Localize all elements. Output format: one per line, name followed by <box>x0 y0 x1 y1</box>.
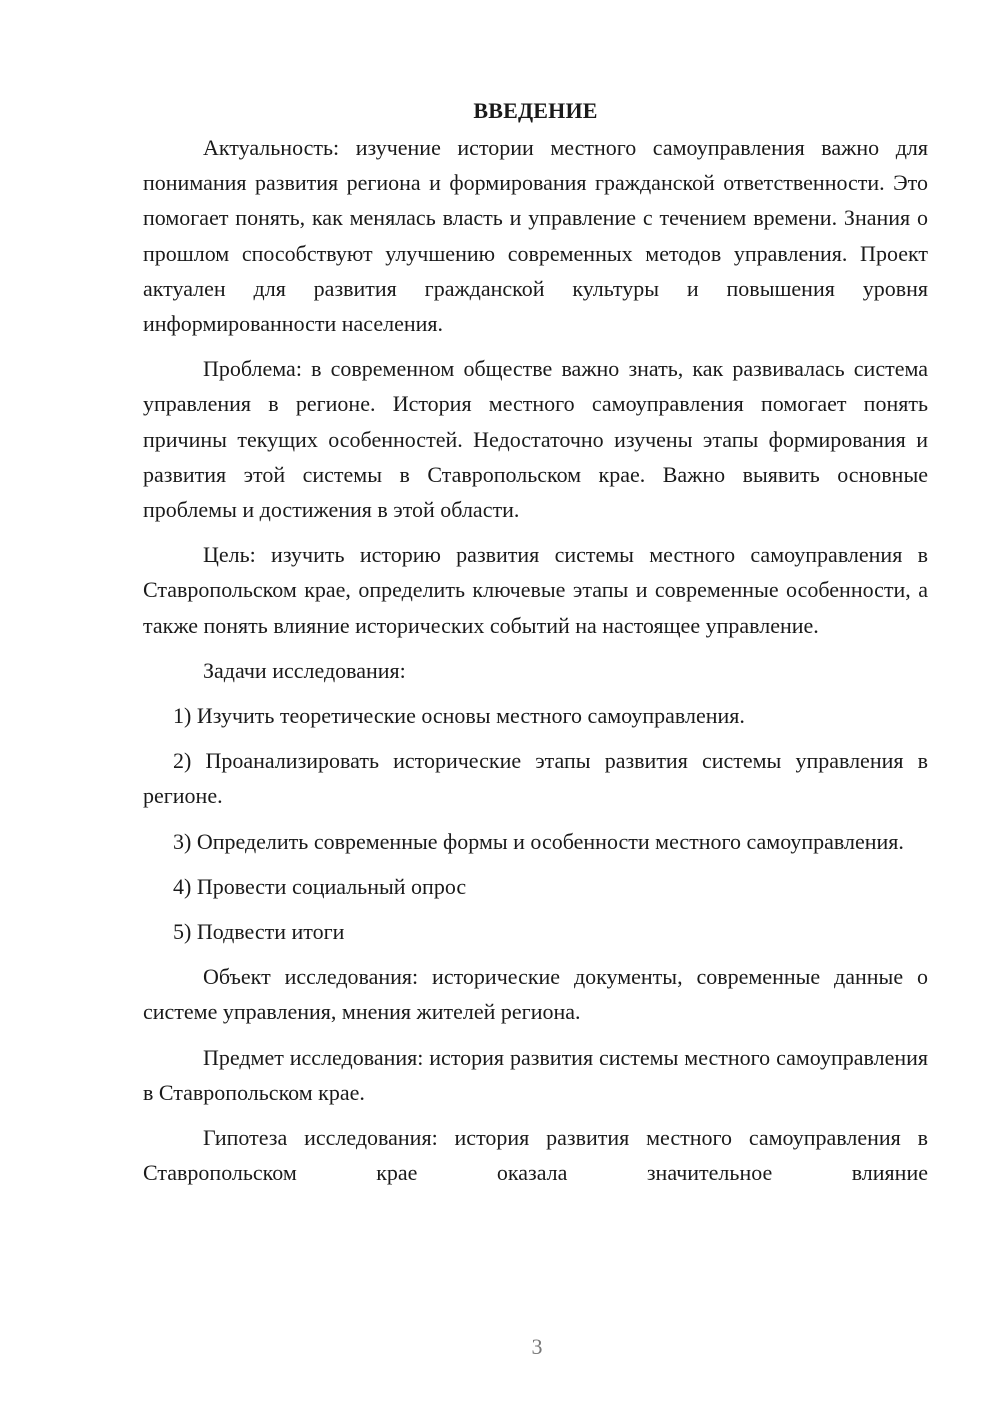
task-item-5: 5) Подвести итоги <box>173 919 345 945</box>
problem-paragraph: Проблема: в современном обществе важно знать, как развивалась система управления в регионе. История местного самоуправления помогает понять причины текущих особенностей. Недостаточно изучены этапы формирования и развития этой системы в Ставропольском крае. Важно выявить основные проблемы и достижения в этой области. <box>143 356 928 523</box>
task-item-2: 2) Проанализировать исторические этапы развития системы управления в регионе. <box>143 748 928 809</box>
page-body <box>143 93 928 1200</box>
task-item-1: 1) Изучить теоретические основы местного самоуправления. <box>173 703 745 729</box>
task-item-4: 4) Провести социальный опрос <box>173 873 467 899</box>
task-item-3: 3) Определить современные формы и особенности местного самоуправления. <box>173 828 904 854</box>
page-title: ВВЕДЕНИЕ <box>473 98 598 123</box>
page-number: 3 <box>531 1334 543 1359</box>
subject-paragraph: Предмет исследования: история развития системы местного самоуправления в Ставропольском крае. <box>143 1044 928 1105</box>
object-paragraph: Объект исследования: исторические документы, современные данные о системе управления, мнения жителей региона. <box>143 964 928 1025</box>
tasks-intro: Задачи исследования: <box>203 657 406 683</box>
relevance-paragraph: Актуальность: изучение истории местного самоуправления важно для понимания развития региона и формирования гражданской ответственности. Это помогает понять, как менялась власть и управление с течением времени. Знания о прошлом способствуют улучшению современных методов управления. Проект актуален для развития гражданской культуры и повышения уровня информированности населения. <box>143 135 928 337</box>
hypothesis-paragraph: Гипотеза исследования: история развития местного самоуправления в Ставропольском крае оказала значительное влияние <box>143 1125 928 1186</box>
goal-paragraph: Цель: изучить историю развития системы местного самоуправления в Ставропольском крае, определить ключевые этапы и современные особенности, а также понять влияние исторических событий на настоящее управление. <box>143 542 928 638</box>
